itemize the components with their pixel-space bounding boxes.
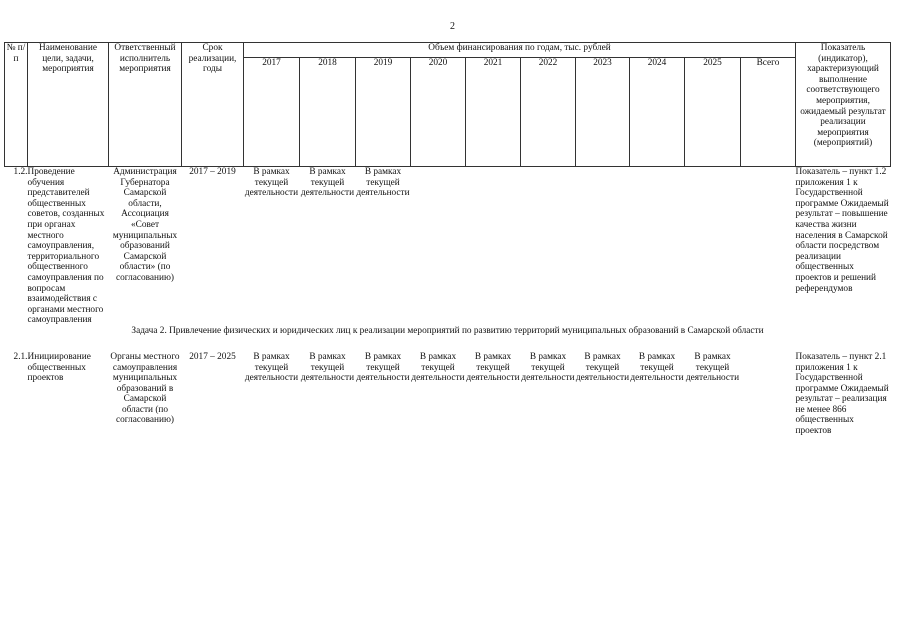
row-funding-cell bbox=[521, 167, 576, 326]
header-year: 2017 bbox=[244, 58, 300, 167]
row-term: 2017 – 2025 bbox=[189, 351, 236, 362]
header-year: 2021 bbox=[466, 58, 521, 167]
header-year: 2024 bbox=[630, 58, 685, 167]
row-funding-cell: В рамках текущей деятельности bbox=[244, 351, 299, 384]
row-funding-cell bbox=[685, 167, 741, 326]
row-funding-cell: В рамках текущей деятельности bbox=[356, 351, 410, 384]
header-year: 2022 bbox=[521, 58, 576, 167]
row-funding-cell: В рамках текущей деятельности bbox=[300, 351, 355, 384]
header-responsible: Ответственный исполнитель мероприятия bbox=[109, 43, 182, 167]
program-table bbox=[4, 42, 891, 437]
header-indicator: Показатель (индикатор), характеризующий выполнение соответствующего мероприятия, ожидаемый результат реализации мероприятия (мероприятий) bbox=[796, 43, 891, 167]
row-funding-cell: В рамках текущей деятельности bbox=[356, 167, 410, 199]
row-funding-cell: В рамках текущей деятельности bbox=[630, 351, 684, 384]
table-row bbox=[5, 352, 891, 437]
task-heading: Задача 2. Привлечение физических и юридических лиц к реализации мероприятий по развитию территорий муниципальных образований в Самарской области bbox=[131, 325, 764, 336]
row-indicator: Показатель – пункт 1.2 приложения 1 к Государственной программе Ожидаемый результат – повышение качества жизни населения в Самарской области посредством реализации общественных проектов и решений референдумов bbox=[795, 167, 889, 294]
row-number: 2.1. bbox=[13, 351, 28, 362]
header-year: 2020 bbox=[411, 58, 466, 167]
header-year: 2025 bbox=[685, 58, 741, 167]
header-no: № п/п bbox=[5, 43, 28, 167]
header-year: 2023 bbox=[576, 58, 630, 167]
row-funding-cell: В рамках текущей деятельности bbox=[685, 351, 740, 384]
header-term: Срок реализации, годы bbox=[182, 43, 244, 167]
header-row bbox=[5, 43, 891, 58]
row-funding-cell: В рамках текущей деятельности bbox=[575, 351, 630, 384]
header-name: Наименование цели, задачи, мероприятия bbox=[28, 43, 109, 167]
row-funding-total bbox=[741, 352, 796, 437]
row-funding-cell bbox=[466, 167, 521, 326]
row-name: Инициирование общественных проектов bbox=[27, 351, 91, 384]
row-funding-total bbox=[741, 167, 796, 326]
row-responsible: Органы местного самоуправления муниципальных образований в Самарской области (по согласованию) bbox=[110, 351, 180, 426]
row-funding-cell: В рамках текущей деятельности bbox=[411, 351, 465, 384]
row-funding-cell: В рамках текущей деятельности bbox=[466, 351, 520, 384]
header-year: 2019 bbox=[356, 58, 411, 167]
page-number: 2 bbox=[450, 21, 455, 32]
row-responsible: Администрация Губернатора Самарской области, Ассоциация «Совет муниципальных образований Самарской области» (по согласованию) bbox=[112, 167, 178, 283]
row-funding-cell bbox=[630, 167, 685, 326]
row-funding-cell: В рамках текущей деятельности bbox=[244, 167, 299, 199]
header-total: Всего bbox=[741, 58, 796, 167]
row-funding-cell: В рамках текущей деятельности bbox=[521, 351, 575, 384]
task-heading-row bbox=[5, 326, 891, 352]
row-funding-cell bbox=[576, 167, 630, 326]
header-year: 2018 bbox=[300, 58, 356, 167]
row-term: 2017 – 2019 bbox=[189, 167, 236, 177]
table-row bbox=[5, 167, 891, 326]
header-funding: Объем финансирования по годам, тыс. рублей bbox=[244, 43, 796, 58]
row-indicator: Показатель – пункт 2.1 приложения 1 к Государственной программе Ожидаемый результат – реализация не менее 866 общественных проектов bbox=[795, 351, 889, 437]
row-funding-cell: В рамках текущей деятельности bbox=[300, 167, 355, 199]
row-funding-cell bbox=[411, 167, 466, 326]
row-name: Проведение обучения представителей общественных советов, созданных при органах местного самоуправления, территориального общественного самоуправления по вопросам взаимодействия с органами местного самоуправления bbox=[27, 167, 105, 326]
row-number: 1.2. bbox=[13, 167, 28, 177]
